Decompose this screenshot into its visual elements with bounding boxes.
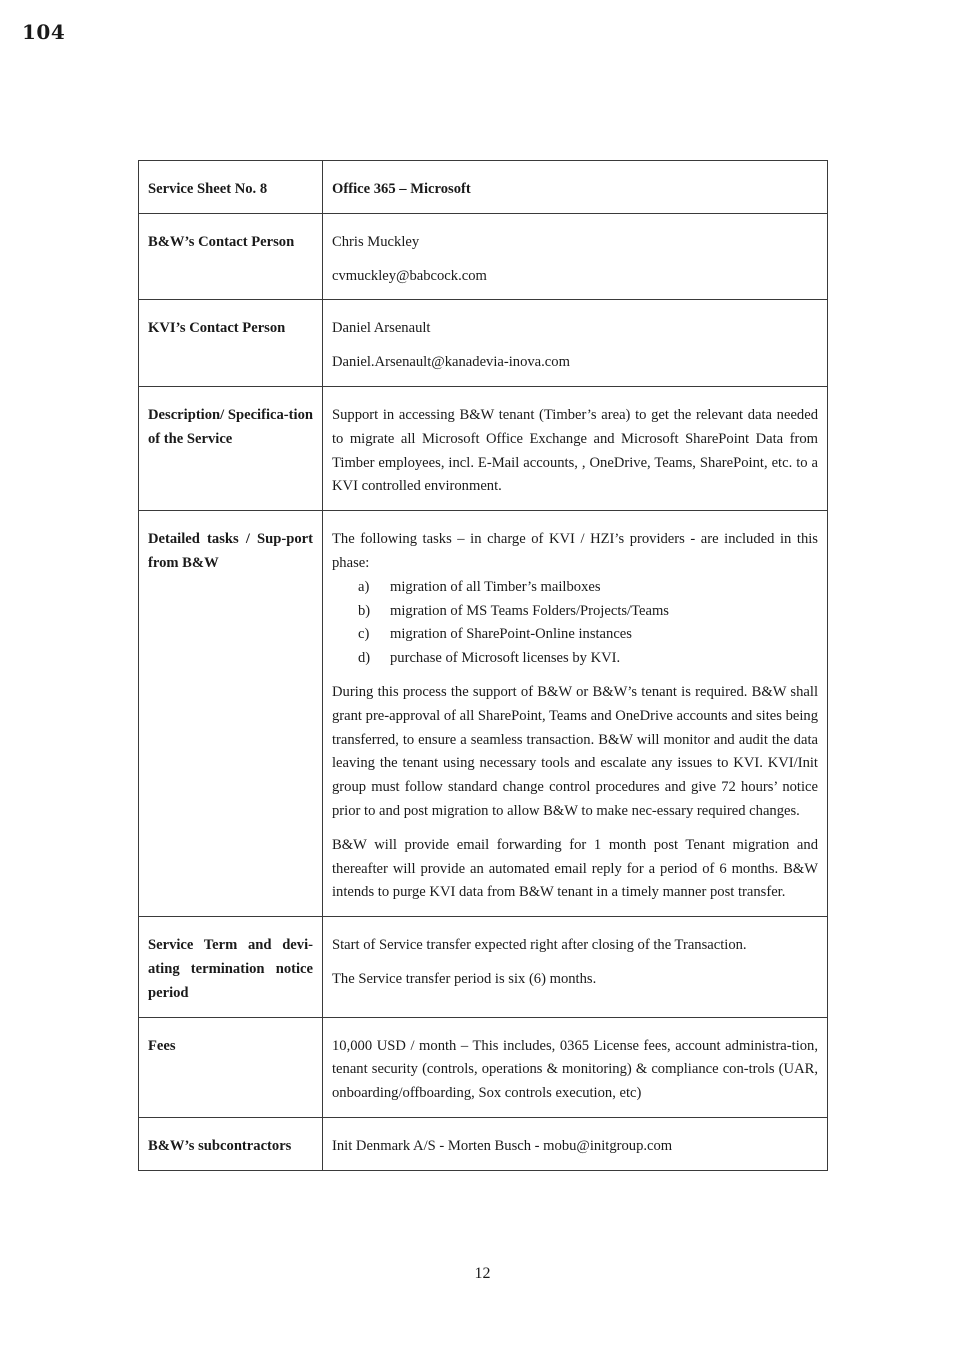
row-fees [139, 1017, 828, 1117]
description-value-cell [323, 386, 828, 510]
bw-contact-label [139, 213, 323, 300]
row-description [139, 386, 828, 510]
bw-contact-name: Chris Muckley [332, 233, 420, 250]
fees-value-cell [323, 1017, 828, 1117]
tasks-label-text: Detailed tasks / Sup-port from B&W [148, 531, 313, 571]
row-bw-contact [139, 213, 828, 300]
list-marker: b) [358, 602, 371, 619]
service-sheet-table [138, 160, 828, 1171]
subcontractors-text: Init Denmark A/S - Morten Busch - mobu@initgroup.com [332, 1137, 673, 1154]
tasks-intro: The following tasks – in charge of KVI / HZI’s providers - are included in this phase: [332, 531, 818, 571]
service-sheet-label-text: Service Sheet No. 8 [148, 181, 268, 197]
list-marker: a) [358, 578, 370, 595]
term-label-text: Service Term and devi-ating termination notice period [148, 937, 313, 1001]
tasks-value-cell [323, 511, 828, 917]
bottom-page-number: 12 [474, 1265, 491, 1282]
row-service-term [139, 917, 828, 1017]
subcontractors-label-text: B&W’s subcontractors [148, 1137, 292, 1154]
fees-label-text: Fees [148, 1037, 176, 1054]
list-item [358, 623, 818, 647]
top-page-number: 104 [22, 20, 66, 44]
list-item-text: migration of MS Teams Folders/Projects/Teams [390, 602, 669, 619]
tasks-paragraph-1: During this process the support of B&W or B&W’s tenant is required. B&W shall grant pre-approval of all SharePoint, Teams and OneDrive accounts and sites being transferred, to ensure a seamless transaction. B&W will monitor and audit the data leaving the tenant using necessary tools and escalate any issues to KVI. KVI/Init group must follow standard change control procedures and give 72 hours’ notice prior to and post migration to allow B&W to make nec-essary required changes. [332, 683, 818, 819]
description-text: Support in accessing B&W tenant (Timber’s area) to get the relevant data needed to migrate all Microsoft Office Exchange and Microsoft SharePoint Data from Timber employees, incl. E-Mail accounts, , OneDrive, Teams, SharePoint, etc. to a KVI controlled environment. [332, 406, 818, 495]
service-sheet-value-cell [323, 161, 828, 214]
kvi-contact-name: Daniel Arsenault [332, 320, 431, 337]
kvi-contact-label-text: KVI’s Contact Person [148, 320, 286, 337]
row-subcontractors [139, 1117, 828, 1170]
kvi-contact-email: Daniel.Arsenault@kanadevia-inova.com [332, 354, 570, 371]
row-detailed-tasks [139, 511, 828, 917]
term-label [139, 917, 323, 1017]
kvi-contact-label [139, 300, 323, 387]
list-item-text: purchase of Microsoft licenses by KVI. [390, 650, 621, 667]
list-item [358, 647, 818, 671]
fees-text: 10,000 USD / month – This includes, 0365 License fees, account administra-tion, tenant security (controls, operations & monitoring) & compliance con-trols (UAR, onboarding/offboarding, Sox controls execution, etc) [332, 1037, 818, 1102]
tasks-list [332, 576, 818, 671]
bw-contact-label-text: B&W’s Contact Person [148, 233, 295, 250]
description-label [139, 386, 323, 510]
row-service-sheet [139, 161, 828, 214]
tasks-label [139, 511, 323, 917]
term-value-cell [323, 917, 828, 1017]
service-sheet-label [139, 161, 323, 214]
list-marker: c) [358, 626, 370, 643]
term-line-2: The Service transfer period is six (6) months. [332, 970, 597, 987]
list-item [358, 600, 818, 624]
kvi-contact-value-cell [323, 300, 828, 387]
tasks-paragraph-2: B&W will provide email forwarding for 1 month post Tenant migration and thereafter will provide an automated email reply for a period of 6 months. B&W intends to purge KVI data from B&W tenant in a timely manner post transfer. [332, 836, 818, 901]
list-item [358, 576, 818, 600]
row-kvi-contact [139, 300, 828, 387]
list-item-text: migration of SharePoint-Online instances [390, 626, 632, 643]
service-sheet-title: Office 365 – Microsoft [332, 181, 471, 197]
fees-label [139, 1017, 323, 1117]
description-label-text: Description/ Specifica-tion of the Service [148, 406, 313, 447]
subcontractors-label [139, 1117, 323, 1170]
term-line-1: Start of Service transfer expected right after closing of the Transaction. [332, 937, 747, 954]
bw-contact-value-cell [323, 213, 828, 300]
list-marker: d) [358, 650, 371, 667]
subcontractors-value-cell [323, 1117, 828, 1170]
list-item-text: migration of all Timber’s mailboxes [390, 578, 601, 595]
bw-contact-email: cvmuckley@babcock.com [332, 267, 487, 284]
